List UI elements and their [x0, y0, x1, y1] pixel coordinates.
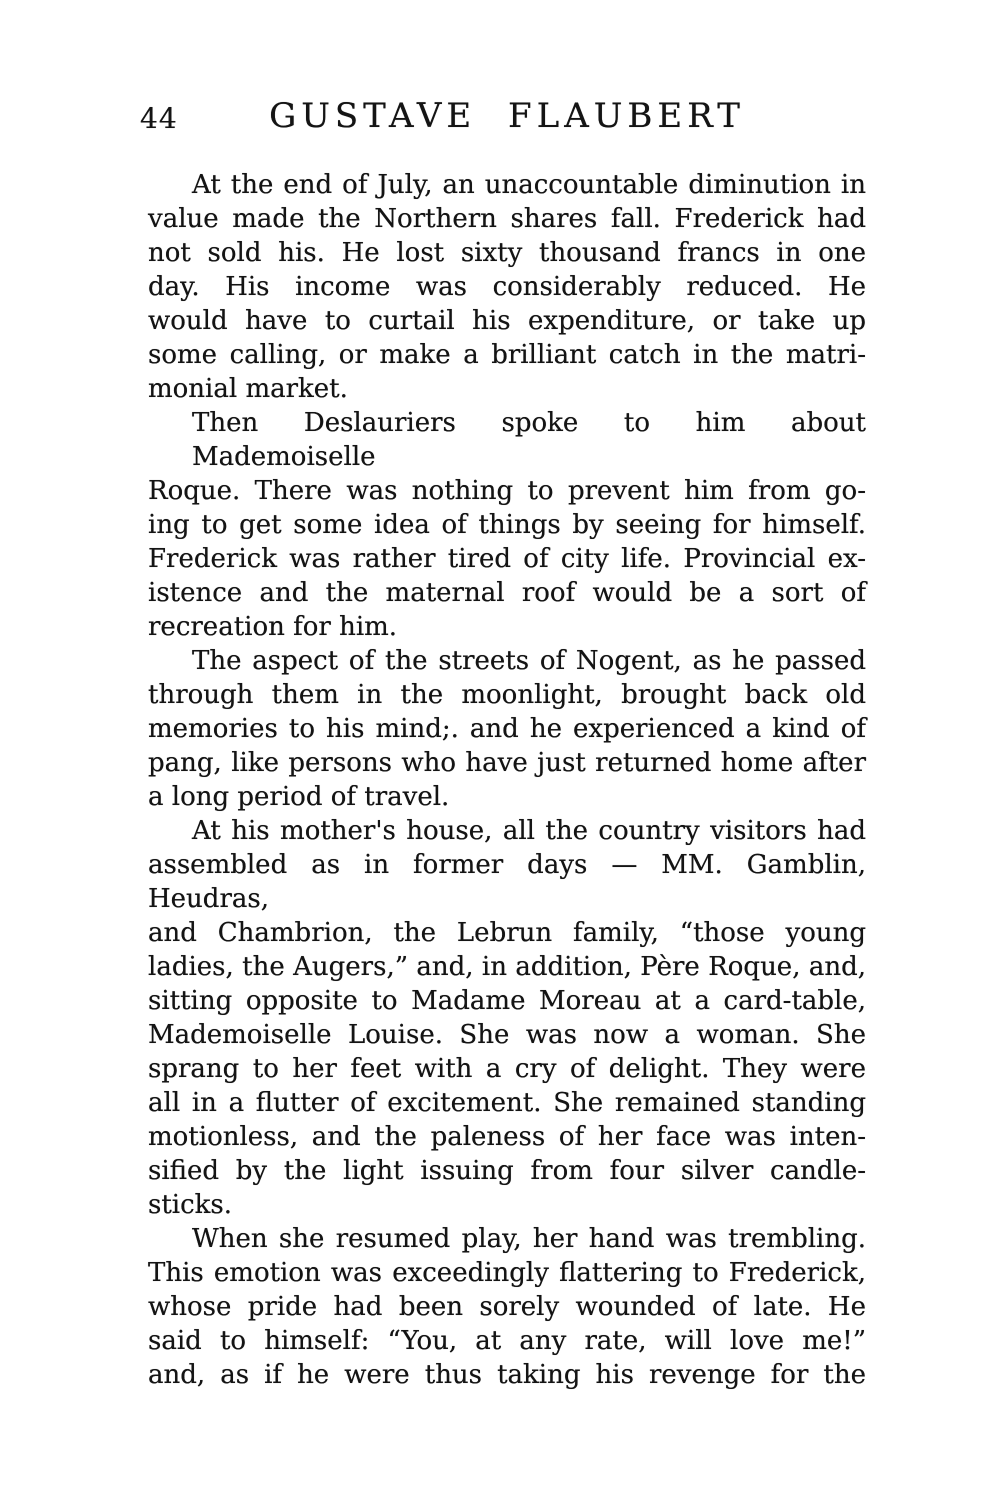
text-line: Roque. There was nothing to prevent him from go- [148, 476, 866, 506]
paragraph [148, 814, 866, 1222]
text-line: memories to his mind;. and he experienced a kind of [148, 714, 866, 744]
text-line: At the end of July, an unaccountable diminution in [192, 170, 866, 200]
paragraph [148, 406, 866, 644]
text-line: a long period of travel. [148, 782, 450, 812]
text-line: day. His income was considerably reduced. He [148, 272, 866, 302]
text-line: not sold his. He lost sixty thousand francs in one [148, 238, 866, 268]
text-line: Frederick was rather tired of city life. Provincial ex- [148, 544, 866, 574]
text-line: At his mother's house, all the country visitors had [192, 816, 866, 846]
paragraph [148, 168, 866, 406]
text-line: value made the Northern shares fall. Frederick had [148, 204, 866, 234]
text-line: through them in the moonlight, brought back old [148, 680, 866, 710]
text-line: assembled as in former days — MM. Gamblin, Heudras, [148, 850, 866, 914]
text-line: pang, like persons who have just returned home after [148, 748, 866, 778]
text-line: and Chambrion, the Lebrun family, “those young [148, 918, 866, 948]
text-line: would have to curtail his expenditure, or take up [148, 306, 866, 336]
text-line: whose pride had been sorely wounded of late. He [148, 1292, 866, 1322]
text-line: Then Deslauriers spoke to him about Mademoiselle [192, 408, 866, 472]
text-line: sified by the light issuing from four silver candle- [148, 1156, 866, 1186]
paragraph [148, 1222, 866, 1392]
running-header-title: GUSTAVE FLAUBERT [269, 96, 745, 136]
text-line: istence and the maternal roof would be a sort of [148, 578, 866, 608]
text-line: ing to get some idea of things by seeing for himself. [148, 510, 866, 540]
text-block [148, 168, 866, 1392]
text-line: sticks. [148, 1190, 233, 1220]
paragraph [148, 644, 866, 814]
text-line: sitting opposite to Madame Moreau at a card-table, [148, 986, 866, 1016]
text-line: When she resumed play, her hand was trembling. [192, 1224, 866, 1254]
text-line: recreation for him. [148, 612, 398, 642]
text-line: said to himself: “You, at any rate, will love me!” [148, 1326, 866, 1356]
text-line: some calling, or make a brilliant catch in the matri- [148, 340, 866, 370]
text-line: monial market. [148, 374, 348, 404]
page-number: 44 [140, 102, 178, 135]
text-line: and, as if he were thus taking his revenge for the [148, 1360, 866, 1390]
text-line: This emotion was exceedingly flattering to Frederick, [148, 1258, 866, 1288]
text-line: all in a flutter of excitement. She remained standing [148, 1088, 866, 1118]
text-line: ladies, the Augers,” and, in addition, Père Roque, and, [148, 952, 866, 982]
page-header [140, 96, 866, 140]
text-line: Mademoiselle Louise. She was now a woman. She [148, 1020, 866, 1050]
text-line: sprang to her feet with a cry of delight. They were [148, 1054, 866, 1084]
text-line: The aspect of the streets of Nogent, as he passed [192, 646, 866, 676]
text-line: motionless, and the paleness of her face was inten- [148, 1122, 866, 1152]
